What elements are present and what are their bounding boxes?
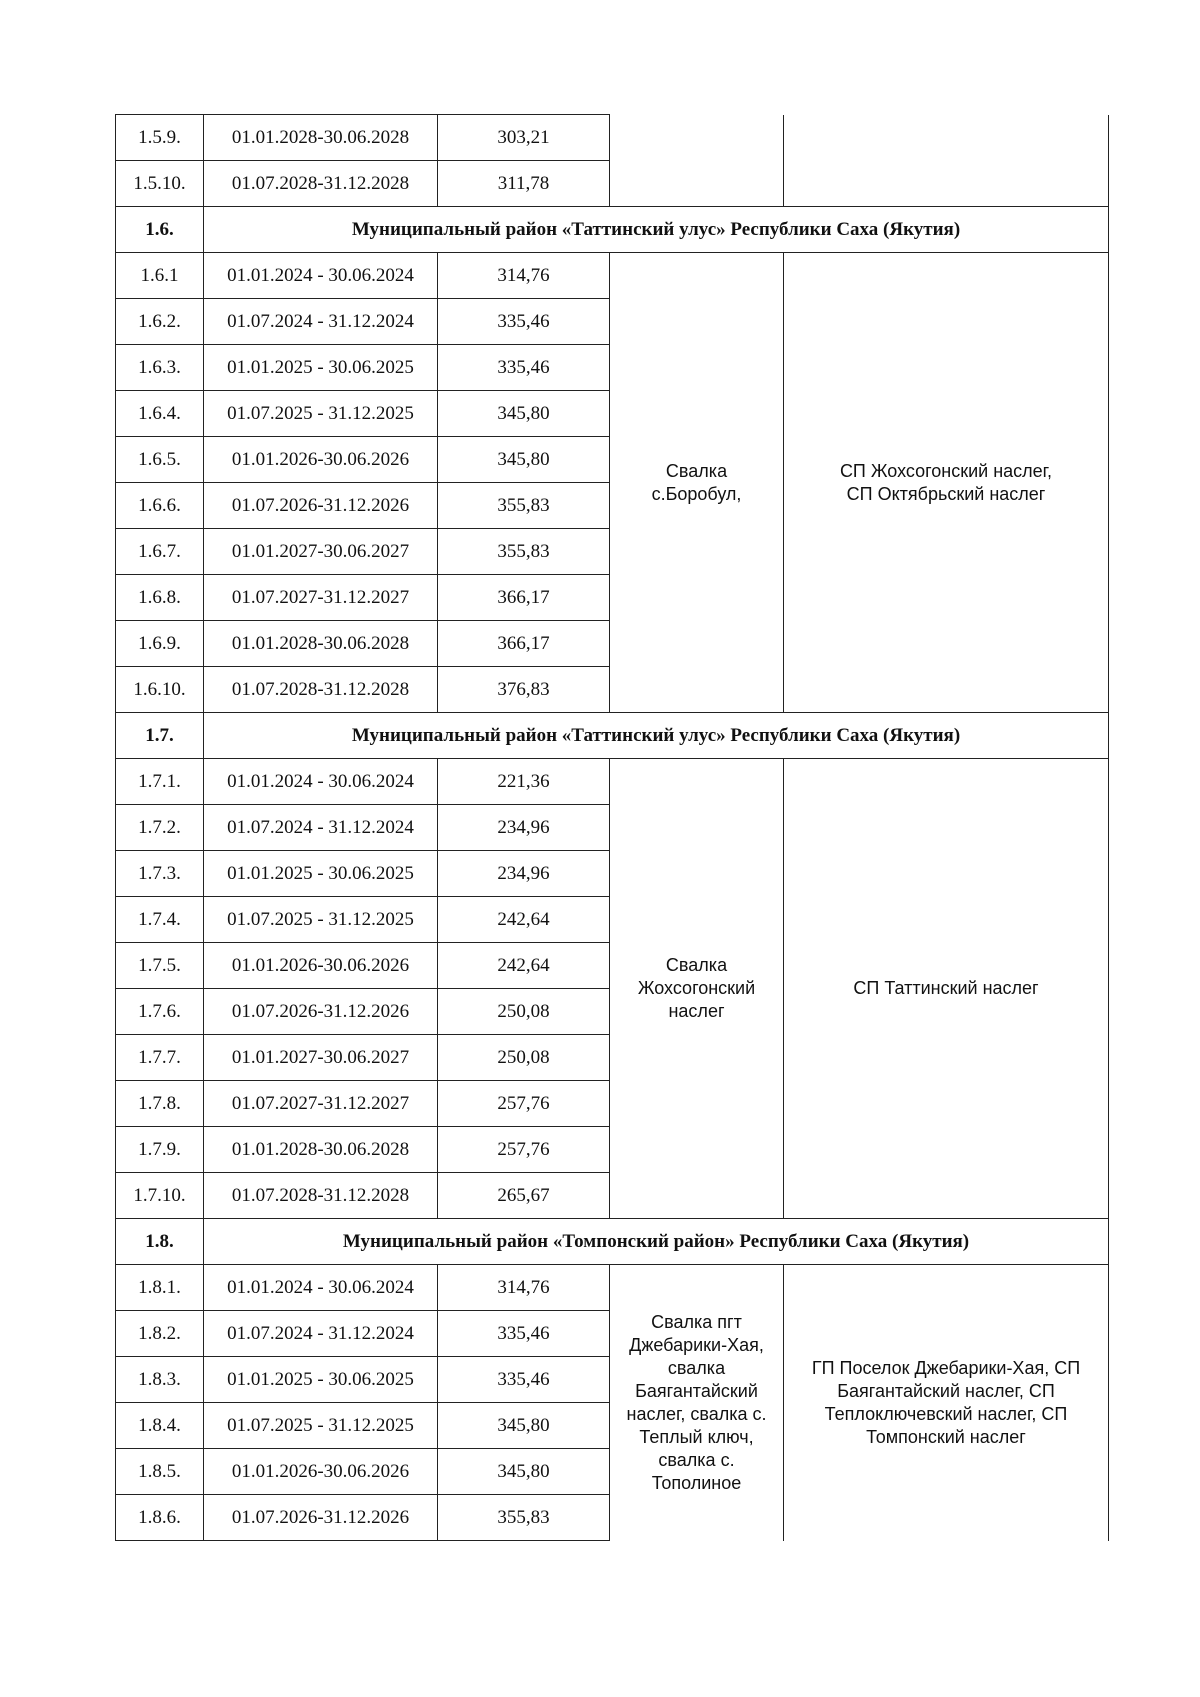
tariff-period: 01.07.2024 - 31.12.2024 — [204, 299, 438, 345]
row-number: 1.7.8. — [116, 1081, 204, 1127]
row-number: 1.7.3. — [116, 851, 204, 897]
row-number: 1.8.4. — [116, 1403, 204, 1449]
tariff-period: 01.01.2025 - 30.06.2025 — [204, 1357, 438, 1403]
row-number: 1.7.7. — [116, 1035, 204, 1081]
row-number: 1.6.10. — [116, 667, 204, 713]
row-number: 1.7.6. — [116, 989, 204, 1035]
row-number: 1.8.6. — [116, 1495, 204, 1541]
row-number: 1.6.1 — [116, 253, 204, 299]
row-number: 1.6.9. — [116, 621, 204, 667]
tariff-value: 234,96 — [438, 805, 610, 851]
row-number: 1.6.6. — [116, 483, 204, 529]
tariff-value: 314,76 — [438, 253, 610, 299]
section-number: 1.6. — [116, 207, 204, 253]
tariff-value: 221,36 — [438, 759, 610, 805]
tariff-value: 345,80 — [438, 1449, 610, 1495]
tariff-value: 355,83 — [438, 1495, 610, 1541]
tariff-period: 01.07.2028-31.12.2028 — [204, 667, 438, 713]
tariff-period: 01.07.2025 - 31.12.2025 — [204, 391, 438, 437]
landfill-location — [610, 115, 784, 207]
section-header-row — [116, 713, 1109, 759]
tariff-period: 01.07.2027-31.12.2027 — [204, 575, 438, 621]
tariff-period: 01.07.2026-31.12.2026 — [204, 483, 438, 529]
tariff-value: 234,96 — [438, 851, 610, 897]
tariff-row — [116, 253, 1109, 299]
tariff-row — [116, 1265, 1109, 1311]
tariff-table — [115, 114, 1109, 1541]
tariff-value: 257,76 — [438, 1127, 610, 1173]
row-number: 1.7.9. — [116, 1127, 204, 1173]
tariff-value: 366,17 — [438, 575, 610, 621]
tariff-value: 355,83 — [438, 483, 610, 529]
section-number: 1.8. — [116, 1219, 204, 1265]
tariff-period: 01.07.2027-31.12.2027 — [204, 1081, 438, 1127]
tariff-value: 335,46 — [438, 345, 610, 391]
tariff-period: 01.01.2024 - 30.06.2024 — [204, 759, 438, 805]
tariff-period: 01.07.2025 - 31.12.2025 — [204, 1403, 438, 1449]
row-number: 1.5.10. — [116, 161, 204, 207]
served-settlements: СП Таттинский наслег — [784, 759, 1109, 1219]
document-page — [115, 114, 1108, 1541]
tariff-period: 01.01.2025 - 30.06.2025 — [204, 345, 438, 391]
landfill-location: Свалка Жохсогонский наслег — [610, 759, 784, 1219]
section-header-row — [116, 1219, 1109, 1265]
row-number: 1.6.7. — [116, 529, 204, 575]
section-title: Муниципальный район «Томпонский район» Республики Саха (Якутия) — [204, 1219, 1109, 1265]
tariff-value: 345,80 — [438, 391, 610, 437]
tariff-value: 303,21 — [438, 115, 610, 161]
row-number: 1.6.4. — [116, 391, 204, 437]
tariff-value: 311,78 — [438, 161, 610, 207]
tariff-value: 345,80 — [438, 1403, 610, 1449]
tariff-period: 01.07.2026-31.12.2026 — [204, 989, 438, 1035]
tariff-row — [116, 115, 1109, 161]
section-title: Муниципальный район «Таттинский улус» Республики Саха (Якутия) — [204, 207, 1109, 253]
tariff-row — [116, 759, 1109, 805]
tariff-value: 314,76 — [438, 1265, 610, 1311]
tariff-period: 01.01.2026-30.06.2026 — [204, 1449, 438, 1495]
served-settlements — [784, 115, 1109, 207]
row-number: 1.8.3. — [116, 1357, 204, 1403]
row-number: 1.7.1. — [116, 759, 204, 805]
section-number: 1.7. — [116, 713, 204, 759]
tariff-value: 335,46 — [438, 1311, 610, 1357]
tariff-value: 345,80 — [438, 437, 610, 483]
tariff-period: 01.07.2024 - 31.12.2024 — [204, 1311, 438, 1357]
row-number: 1.6.2. — [116, 299, 204, 345]
tariff-value: 366,17 — [438, 621, 610, 667]
tariff-period: 01.07.2026-31.12.2026 — [204, 1495, 438, 1541]
tariff-period: 01.01.2026-30.06.2026 — [204, 943, 438, 989]
tariff-value: 250,08 — [438, 989, 610, 1035]
tariff-period: 01.01.2028-30.06.2028 — [204, 115, 438, 161]
row-number: 1.7.10. — [116, 1173, 204, 1219]
row-number: 1.7.2. — [116, 805, 204, 851]
served-settlements: СП Жохсогонский наслег, СП Октябрьский наслег — [784, 253, 1109, 713]
tariff-value: 376,83 — [438, 667, 610, 713]
tariff-period: 01.01.2027-30.06.2027 — [204, 529, 438, 575]
tariff-table-body — [116, 115, 1109, 1541]
row-number: 1.7.4. — [116, 897, 204, 943]
tariff-value: 250,08 — [438, 1035, 610, 1081]
row-number: 1.6.8. — [116, 575, 204, 621]
tariff-period: 01.01.2024 - 30.06.2024 — [204, 1265, 438, 1311]
tariff-period: 01.01.2028-30.06.2028 — [204, 621, 438, 667]
tariff-period: 01.01.2025 - 30.06.2025 — [204, 851, 438, 897]
tariff-value: 355,83 — [438, 529, 610, 575]
row-number: 1.7.5. — [116, 943, 204, 989]
tariff-value: 335,46 — [438, 299, 610, 345]
tariff-period: 01.07.2024 - 31.12.2024 — [204, 805, 438, 851]
tariff-value: 242,64 — [438, 943, 610, 989]
row-number: 1.8.2. — [116, 1311, 204, 1357]
row-number: 1.5.9. — [116, 115, 204, 161]
tariff-period: 01.07.2025 - 31.12.2025 — [204, 897, 438, 943]
section-title: Муниципальный район «Таттинский улус» Республики Саха (Якутия) — [204, 713, 1109, 759]
row-number: 1.6.3. — [116, 345, 204, 391]
tariff-period: 01.01.2024 - 30.06.2024 — [204, 253, 438, 299]
tariff-period: 01.01.2028-30.06.2028 — [204, 1127, 438, 1173]
tariff-value: 265,67 — [438, 1173, 610, 1219]
landfill-location: Свалка пгт Джебарики-Хая, свалка Баягантайский наслег, свалка с. Теплый ключ, свалка с. Тополиное — [610, 1265, 784, 1541]
section-header-row — [116, 207, 1109, 253]
row-number: 1.8.5. — [116, 1449, 204, 1495]
served-settlements: ГП Поселок Джебарики-Хая, СП Баягантайский наслег, СП Теплоключевский наслег, СП Томпонский наслег — [784, 1265, 1109, 1541]
tariff-period: 01.07.2028-31.12.2028 — [204, 1173, 438, 1219]
tariff-value: 257,76 — [438, 1081, 610, 1127]
row-number: 1.8.1. — [116, 1265, 204, 1311]
tariff-value: 242,64 — [438, 897, 610, 943]
tariff-period: 01.07.2028-31.12.2028 — [204, 161, 438, 207]
tariff-period: 01.01.2027-30.06.2027 — [204, 1035, 438, 1081]
row-number: 1.6.5. — [116, 437, 204, 483]
landfill-location: Свалка с.Боробул, — [610, 253, 784, 713]
tariff-value: 335,46 — [438, 1357, 610, 1403]
tariff-period: 01.01.2026-30.06.2026 — [204, 437, 438, 483]
